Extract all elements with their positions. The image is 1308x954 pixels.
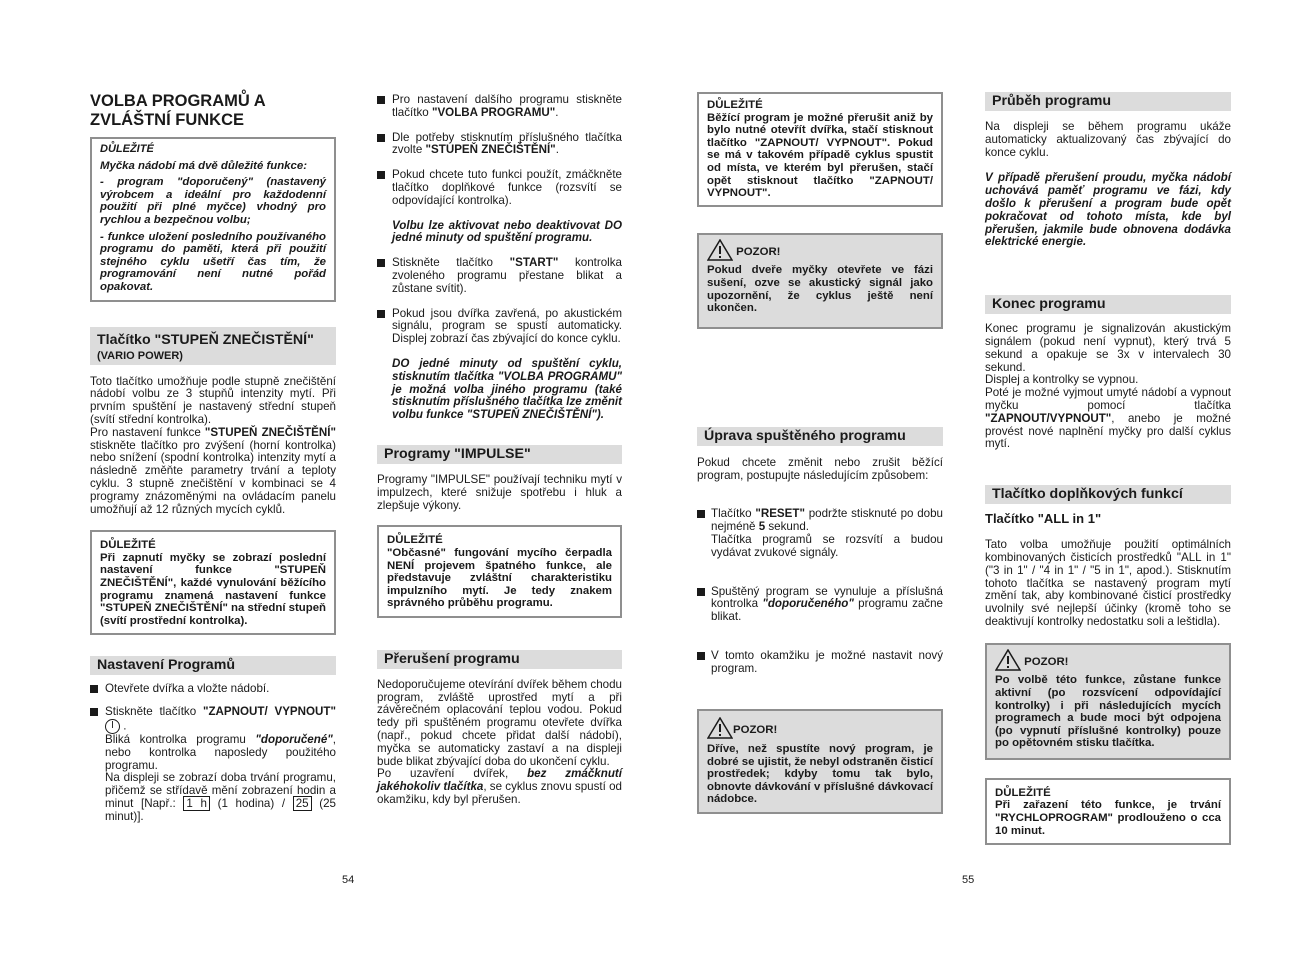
important-line-1: Myčka nádobí má dvě důležité funkce: <box>100 159 307 172</box>
important-heading: DŮLEŽITÉ <box>100 143 154 155</box>
section-header-impulse: Programy "IMPULSE" <box>377 445 622 464</box>
column-4 <box>985 92 1231 845</box>
section-header-uprava: Úprava spuštěného programu <box>697 427 943 446</box>
important-box-2 <box>90 530 336 635</box>
warning-box-3 <box>985 643 1231 760</box>
section-header-nastaveni: Nastavení Programů <box>90 656 336 675</box>
note-text: Volbu lze aktivovat nebo deaktivovat DO jedné minuty od spuštění programu. <box>392 218 622 245</box>
list-item: Spuštěný program se vynuluje a příslušná kontrolka "doporučeného" programu začne blikat. <box>697 586 943 624</box>
uprava-paragraph: Pokud chcete změnit nebo zrušit běžící program, postupujte následujícím způsobem: <box>697 455 943 482</box>
list-item: V tomto okamžiku je možné nastavit nový program. <box>697 650 943 676</box>
display-hours: 1 h <box>183 796 210 811</box>
important-text: Při zařazení této funkce, je trvání "RYCHLOPROGRAM" prodlouženo o cca 10 minut. <box>995 799 1221 837</box>
list-item: Pokud jsou dvířka zavřená, po akustickém signálu, program se spustí automaticky. Displej zobrazí čas zbývající do konce cyklu. <box>377 308 622 346</box>
list-item: Stiskněte tlačítko "ZAPNOUT/ VYPNOUT" I . Bliká kontrolka programu "doporučené", nebo kontrolka naposledy použitého programu. Na displeji se zobrazí doba trvání programu, přičemž se střídavě mění zobrazení hodin a minut [Např.: 1 h (1 hodina) / 25 (25 minut)]. <box>90 706 336 823</box>
warning-heading: POZOR! <box>736 245 781 258</box>
important-heading: DŮLEŽITÉ <box>100 539 156 552</box>
section-header-stupen <box>90 327 336 365</box>
section-subtitle: (VARIO POWER) <box>97 349 183 362</box>
power-icon: I <box>105 719 120 734</box>
warning-text: Pokud dveře myčky otevřete ve fázi sušení, ozve se akustický signál jako upozornění, že cyklus ještě není ukončen. <box>707 264 933 315</box>
warning-heading: POZOR! <box>1024 655 1069 668</box>
warning-text: Dříve, než spustíte nový program, je dobré se ujistit, že nebyl odstraněn čisticí prostředek; kdyby tomu tak bylo, obnovte dávkování v příslušné dávkovací nádobce. <box>707 743 933 806</box>
column-1 <box>90 92 336 824</box>
stupen-paragraph-1: Toto tlačítko umožňuje podle stupně znečištění nádobí volbu ze 3 stupňů intenzity mytí. Při prvním spuštění je nastavený střední stupeň (svítí střední kontrolka). <box>90 374 336 426</box>
important-text: Běžící program je možné přerušit aniž by bylo nutné otevřít dvířka, stačí stisknout tlačítko "ZAPNOUT/ VYPNOUT". Pokud se má v takovém případě cyklus spustit od místa, ve kterém byl přerušen, stačí opět stisknout tlačítko "ZAPNOUT/ VYPNOUT". <box>707 111 933 200</box>
page-number-left: 54 <box>342 874 355 886</box>
important-box-5 <box>985 778 1231 845</box>
preruseni-paragraph-2: Po uzavření dvířek, bez zmáčknutí jakéhokoliv tlačítka, se cyklus znovu spustí od okamžiku, kdy byl přerušen. <box>377 767 622 807</box>
important-box-3 <box>377 525 622 618</box>
allin1-title: Tlačítko "ALL in 1" <box>985 511 1102 527</box>
section-title: Tlačítko "STUPEŇ ZNEČISTĚNÍ" <box>97 331 314 348</box>
warning-text: Po volbě této funkce, zůstane funkce aktivní (po rozsvícení odpovídající kontrolky) i při následujících mycích programech a bude moci být odpojena (po vypnutí příslušné kontrolky) pouze po opětovném stisku tlačítka. <box>995 674 1221 750</box>
konec-paragraph-2: Displej a kontrolky se vypnou. <box>985 373 1139 387</box>
important-text: "Občasné" fungování mycího čerpadla NENÍ projevem špatného funkce, ale představuje zvláštní charakteristiku impulzního mytí. Je tedy znakem správného průběhu programu. <box>387 546 612 610</box>
note-text: DO jedné minuty od spuštění cyklu, stisknutím tlačítka "VOLBA PROGRAMU" je možná volba jiného programu (také stisknutím příslušného tlačítka lze změnit volbu funkce "STUPEŇ ZNEČIŠTĚNÍ"). <box>392 356 622 422</box>
column-3 <box>697 92 943 814</box>
important-line-3: - funkce uložení posledního používaného programu do paměti, která při použití stejného cyklu ušetří čas tím, že programování není nutné pořád opakovat. <box>100 230 326 293</box>
important-heading: DŮLEŽITÉ <box>995 786 1051 799</box>
warning-icon <box>707 717 733 743</box>
warning-box-2 <box>697 709 943 814</box>
list-item: Stiskněte tlačítko "START" kontrolka zvoleného programu přestane blikat a zůstane svítit). <box>377 257 622 295</box>
important-box-1 <box>90 137 336 302</box>
warning-box-1 <box>697 233 943 329</box>
important-heading: DŮLEŽITÉ <box>707 99 763 111</box>
prubeh-note: V případě přerušení proudu, myčka nádobí uchovává paměť programu ve fázi, kdy došlo k přerušení a program bude opět pokračovat od tohoto místa, kde byl přerušen, jakmile bude obnovena dodávka elektrické energie. <box>985 171 1231 249</box>
important-line-2: - program "doporučený" (nastavený výrobcem a ideální pro každodenní použití při plné myčce) vhodný pro rychlou a bezpečnou volbu; <box>100 176 326 226</box>
stupen-paragraph-2: Pro nastavení funkce "STUPEŇ ZNEČIŠTĚNÍ" stiskněte tlačítko pro zvýšení (horní kontrolka) nebo snížení (spodní kontrolka) intenzity mytí a následně změňte parametry trvání a teploty cyklu. 3 stupně znečištění v kombinaci se 4 programy znázoměnými na ovládacím panelu umožňují až 12 různých mycích cyklů. <box>90 425 336 516</box>
list-item: Pro nastavení dalšího programu stiskněte tlačítko "VOLBA PROGRAMU". <box>377 94 622 120</box>
preruseni-paragraph-1: Nedoporučujeme otevírání dvířek během chodu program, zvláště uprostřed mytí a při závěrečném oplacování teplou vodou. Pokud tedy při spuštěném programu otevřete dvířka (např., pokud chcete přidat další nádobí), myčka se automaticky zastaví a na displeji bude blikat zbývající doba do ukončení cyklu. <box>377 677 622 768</box>
page-title: VOLBA PROGRAMŮ A ZVLÁŠTNÍ FUNKCE <box>90 92 266 129</box>
section-header-prubeh: Průběh programu <box>985 92 1231 111</box>
warning-heading: POZOR! <box>733 724 778 737</box>
display-minutes: 25 <box>293 796 312 811</box>
important-box-4 <box>697 92 943 207</box>
important-heading: DŮLEŽITÉ <box>387 534 443 547</box>
list-item: Otevřete dvířka a vložte nádobí. <box>90 683 336 696</box>
warning-icon <box>707 239 733 265</box>
section-header-preruseni: Přerušení programu <box>377 650 622 669</box>
allin1-paragraph: Tato volba umožňuje použití optimálních kombinovaných čisticích prostředků "ALL in 1" ("3 in 1" / "4 in 1" / "5 in 1", apod.). Stisknutím tohoto tlačítka se nastavený program mytí změní tak, aby kombinované čisticí prostředky uvolnily své nejlepší účinky (kromě toho se deaktivují kontrolky nedostatku soli a leštidla). <box>985 538 1231 628</box>
prubeh-paragraph: Na displeji se během programu ukáže automaticky aktualizovaný čas zbývající do konce cyklu. <box>985 120 1231 159</box>
konec-paragraph-3: Poté je možné vyjmout umyté nádobí a vypnout myčku pomocí tlačítka "ZAPNOUT/VYPNOUT", anebo je možné provést nové naplnění myčky pro další cyklus mytí. <box>985 386 1231 451</box>
section-header-konec: Konec programu <box>985 295 1231 314</box>
list-item: Pokud chcete tuto funkci použít, zmáčkněte tlačítko doplňkové funkce (rozsvítí se odpovídající kontrolka). <box>377 169 622 207</box>
important-text: Při zapnutí myčky se zobrazí poslední nastavení funkce "STUPEŇ ZNEČIŠTĚNÍ", každé vynulování běžícího programu znamená nastavení funkce "STUPEŇ ZNEČIŠTĚNÍ" na střední stupeň (svítí prostřední kontrolka). <box>100 551 326 627</box>
list-item: Tlačítko "RESET" podržte stisknuté po dobu nejméně 5 sekund. Tlačítka programů se rozsvítí a budou vydávat zvukové signály. <box>697 508 943 559</box>
warning-icon <box>995 649 1021 675</box>
section-header-doplnkove: Tlačítko doplňkových funkcí <box>985 485 1231 504</box>
konec-paragraph-1: Konec programu je signalizován akustickým signálem (pokud není vypnut), který trvá 5 sekund a opakuje se 3x v intervalech 30 sekund. <box>985 322 1231 374</box>
impulse-paragraph: Programy "IMPULSE" používají techniku mytí v impulzech, které snižuje spotřebu i hluk a zlepšuje výkony. <box>377 472 622 512</box>
column-2 <box>377 94 622 807</box>
page-number-right: 55 <box>962 874 975 886</box>
list-item: Dle potřeby stisknutím příslušného tlačítka zvolte "STUPEŇ ZNEČIŠTĚNÍ". <box>377 132 622 158</box>
